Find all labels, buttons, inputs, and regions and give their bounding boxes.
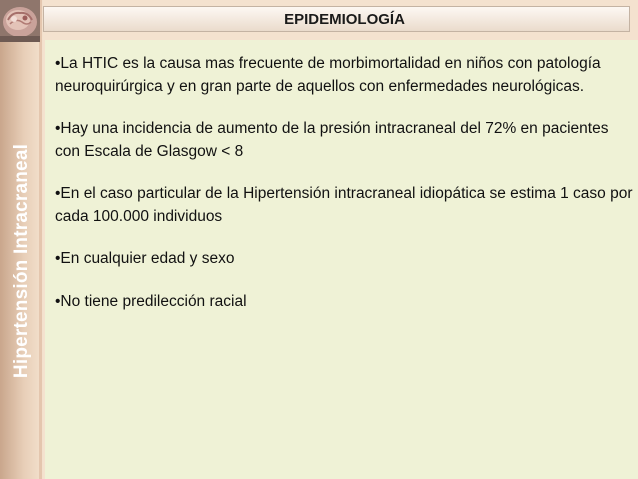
slide-title: EPIDEMIOLOGÍA xyxy=(284,10,405,28)
sidebar-title-text: Hipertensión Intracraneal xyxy=(11,143,32,379)
sidebar-vertical-title xyxy=(1,126,43,396)
bullet-item: •No tiene predilección racial xyxy=(55,292,247,310)
bullet-item: •En cualquier edad y sexo xyxy=(55,250,235,267)
brain-scan-icon xyxy=(0,0,40,42)
bullet-item: •La HTIC es la causa mas frecuente de morbimortalidad en niños con patología neuroquirúrgica y en gran parte de aquellos con enfermedades neurológicas. xyxy=(55,55,601,95)
bullet-item: •En el caso particular de la Hipertensión intracraneal idiopática se estima 1 caso por cada 100.000 individuos xyxy=(55,185,633,225)
slide-title-box xyxy=(43,6,630,32)
bullet-list xyxy=(55,53,633,333)
bullet-item: •Hay una incidencia de aumento de la presión intracraneal del 72% en pacientes con Escala de Glasgow < 8 xyxy=(55,120,609,160)
